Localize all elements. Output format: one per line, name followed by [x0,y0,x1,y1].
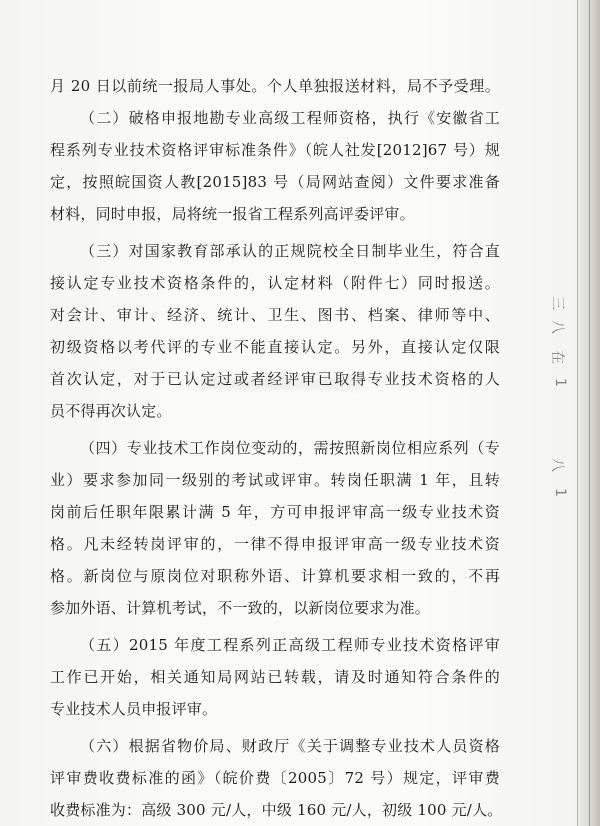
paragraph-line: 首次认定，对于已认定过或者经评审已取得专业技术资格的人 [50,370,500,388]
paragraph-line: （三）对国家教育部承认的正规院校全日制毕业生，符合直 [80,242,500,260]
page-edge-line [577,0,578,826]
paragraph-line: 收费标准为：高级 300 元/人，中级 160 元/人，初级 100 元/人。 [50,801,503,819]
paragraph-line: 岗前后任职年限累计满 5 年，方可申报评审高一级专业技术资 [50,503,500,521]
margin-handwriting-mark: 在 [549,350,565,364]
margin-handwriting-mark: 八 [549,458,565,472]
paragraph-line: 参加外语、计算机考试，不一致的，以新岗位要求为准。 [50,599,431,617]
paragraph-line: 月 20 日以前统一报局人事处。个人单独报送材料，局不予受理。 [50,77,500,95]
paragraph-line: 程系列专业技术资格评审标准条件》（皖人社发[2012]67 号）规 [50,141,500,159]
paragraph-line: 工作已开始，相关通知局网站已转载，请及时通知符合条件的 [50,668,500,686]
paragraph-line: 对会计、审计、经济、统计、卫生、图书、档案、律师等中、 [50,306,500,324]
paragraph-line: 专业技术人员申报评审。 [50,700,218,718]
margin-handwriting-mark: 1 [552,488,568,497]
margin-handwriting-mark: 1 [552,378,568,387]
margin-handwriting-mark: 八 [549,320,565,334]
paragraph-line: 定，按照皖国资人教[2015]83 号（局网站查阅）文件要求准备 [50,173,500,191]
paragraph-line: （五）2015 年度工程系列正高级工程师专业技术资格评审 [80,636,500,654]
paragraph-line: 员不得再次认定。 [50,402,172,420]
paragraph-line: 接认定专业技术资格条件的，认定材料（附件七）同时报送。 [50,274,500,292]
paragraph-line: 格。新岗位与原岗位对职称外语、计算机要求相一致的，不再 [50,567,500,585]
margin-handwriting-mark: 三 [549,296,565,310]
body-text [50,70,503,826]
paragraph-line: 初级资格以考代评的专业不能直接认定。另外，直接认定仅限 [50,338,500,356]
paragraph-line: 业）要求参加同一级别的考试或评审。转岗任职满 1 年，且转 [50,471,500,489]
page-edge-line [589,0,590,826]
paragraph-line: 评审费收费标准的函》（皖价费〔2005〕72 号）规定，评审费 [50,769,500,787]
paragraph-line: （六）根据省物价局、财政厅《关于调整专业技术人员资格 [80,737,500,755]
paragraph-line: 材料，同时申报，局将统一报省工程系列高评委评审。 [50,205,415,223]
paragraph-line: （四）专业技术工作岗位变动的，需按照新岗位相应系列（专 [80,439,500,457]
paragraph-line: （二）破格申报地勘专业高级工程师资格，执行《安徽省工 [80,109,500,127]
paragraph-line: 格。凡未经转岗评审的，一律不得申报评审高一级专业技术资 [50,535,500,553]
